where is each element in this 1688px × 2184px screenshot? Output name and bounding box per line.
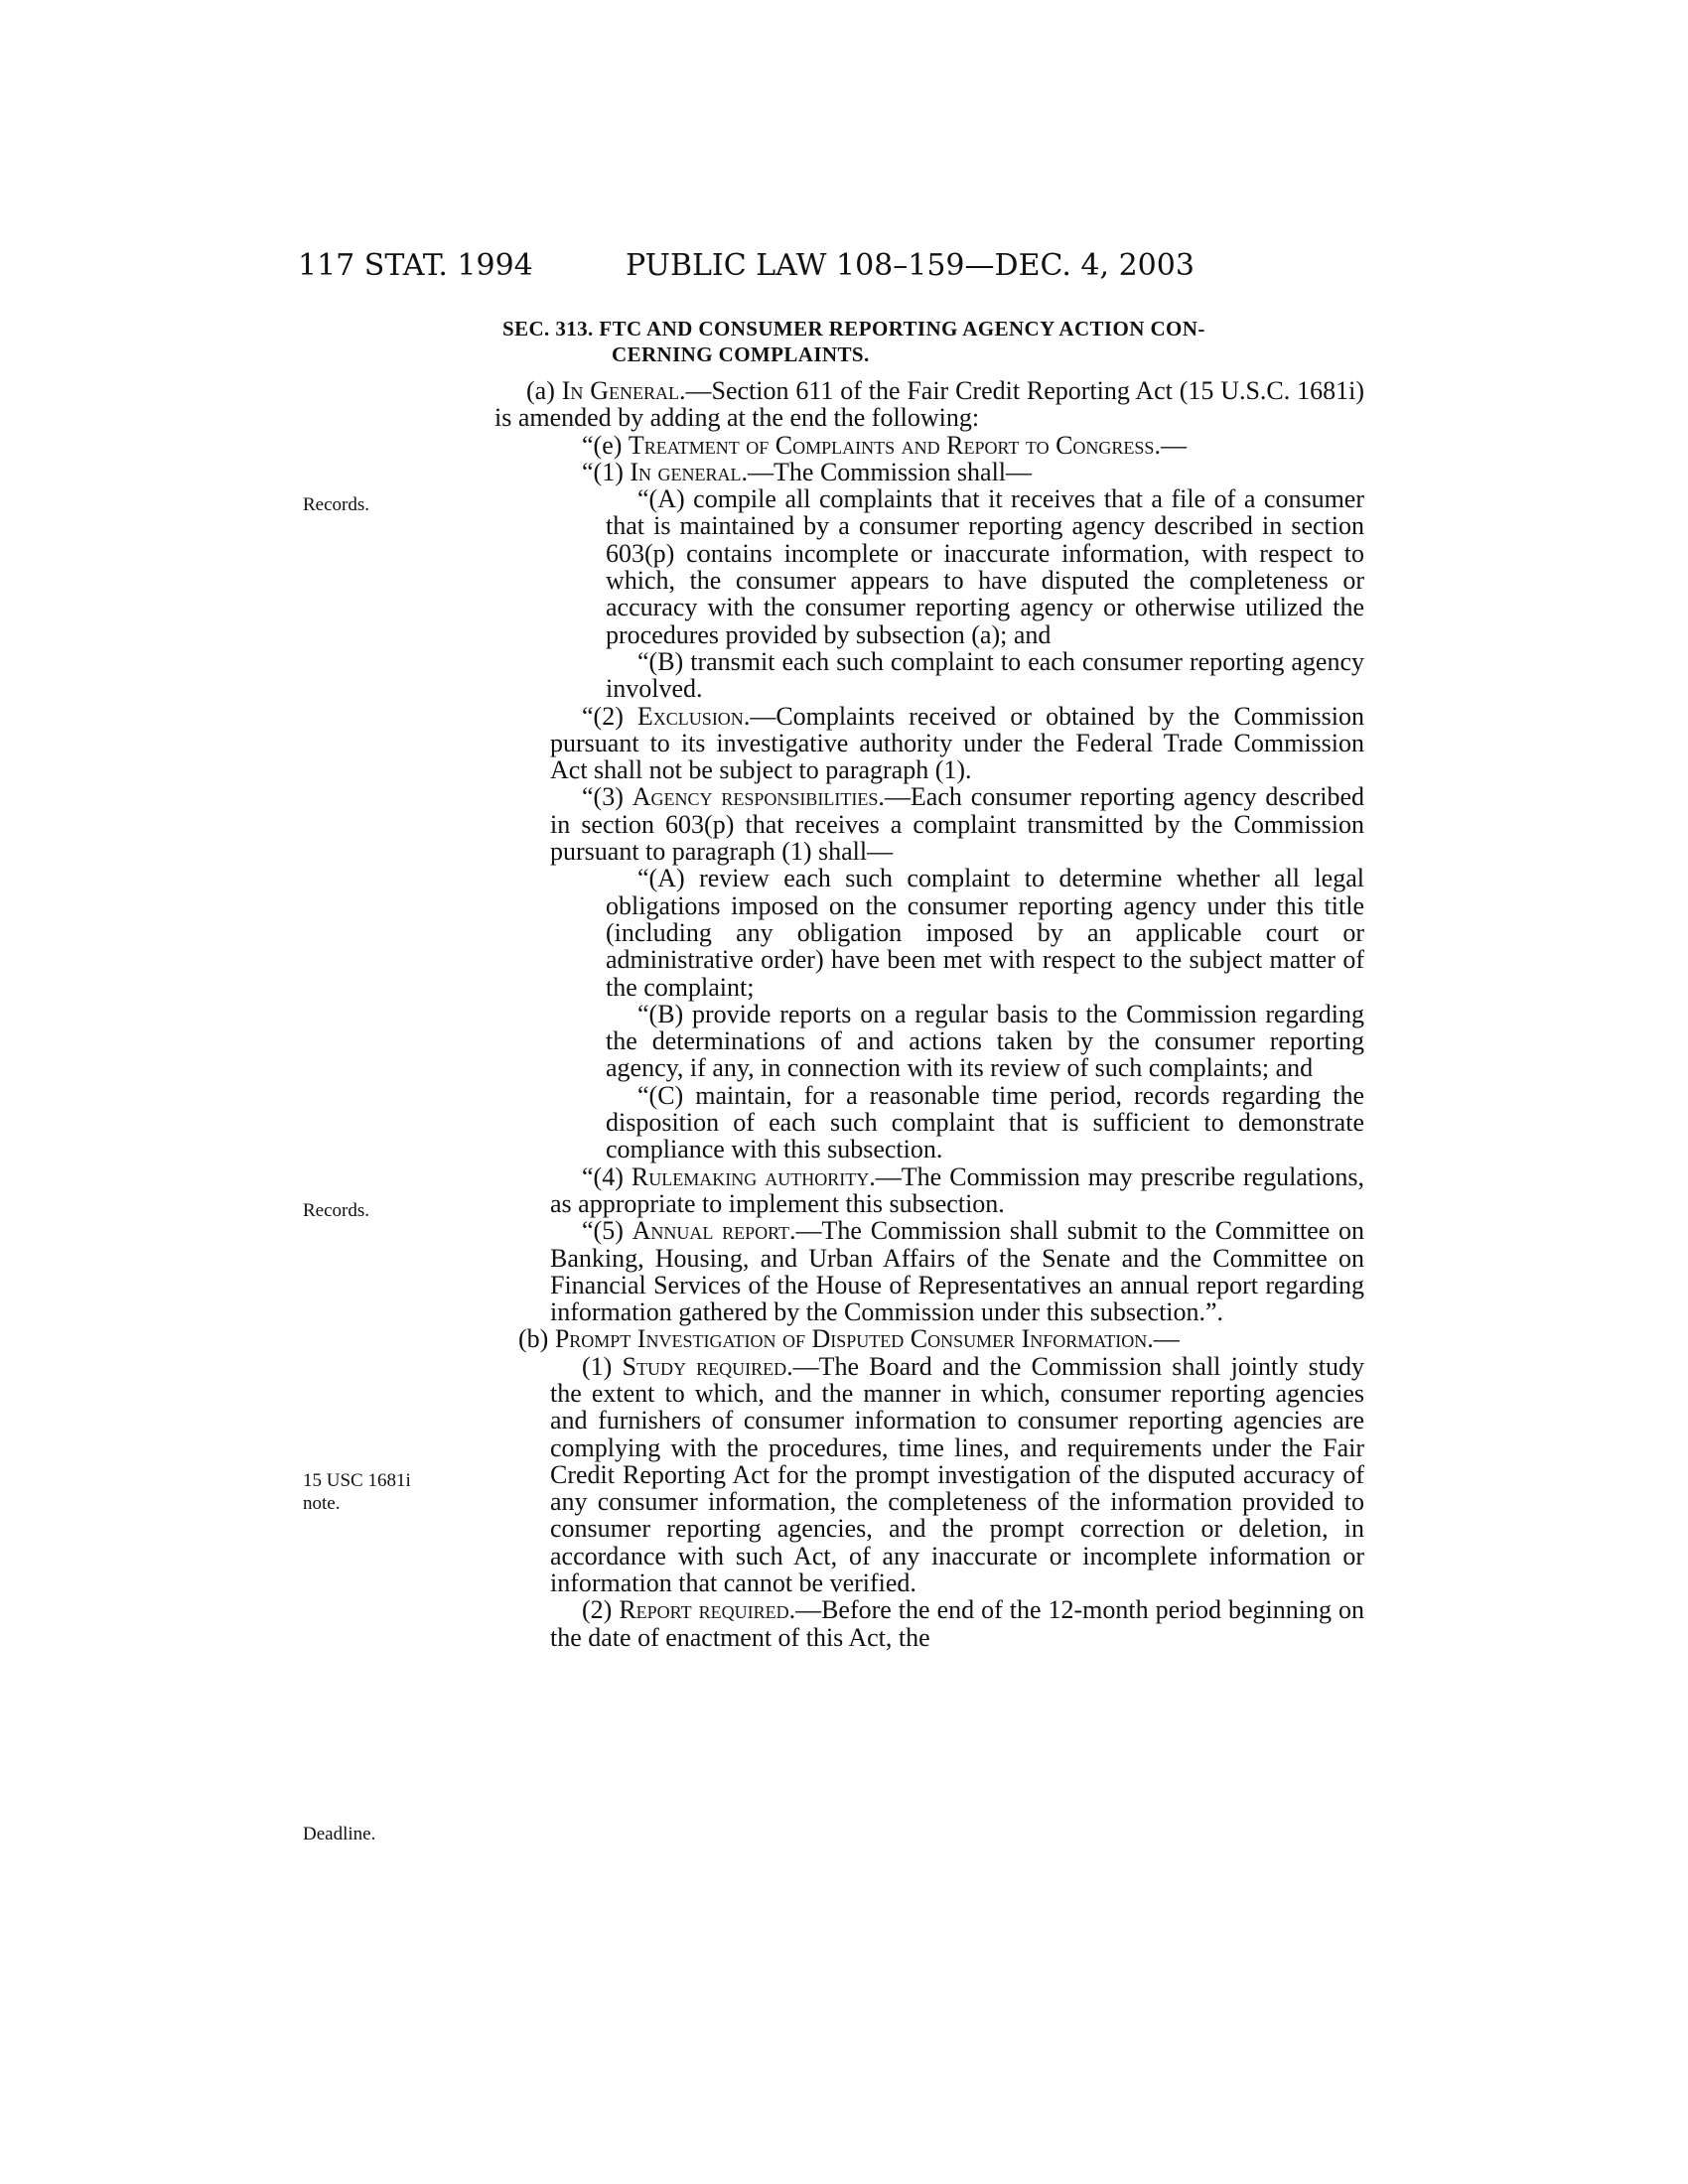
public-law-title: PUBLIC LAW 108–159—DEC. 4, 2003: [626, 248, 1195, 283]
paragraph-e5-heading: Annual report: [632, 1216, 790, 1246]
paragraph-b1-heading: Study required: [622, 1351, 787, 1381]
paragraph-b1: (1) Study required.—The Board and the Commission shall jointly study the extent to which, and the manner in which, consumer reporting agencies and furnishers of consumer information to consumer reporting agencies are complying with the procedures, time lines, and requirements under the Fair Credit Reporting Act for the prompt investigation of the disputed accuracy of any consumer information, the completeness of the information provided to consumer reporting agencies, and the prompt correction or deletion, in accordance with such Act, of any inaccurate or incomplete information or information that cannot be verified.: [550, 1351, 1364, 1598]
paragraph-e-heading: Treatment of Complaints and Report to Congress: [628, 430, 1155, 460]
paragraph-e3-heading: Agency responsibilities: [632, 782, 879, 812]
paragraph-e1-heading: In general: [630, 457, 742, 486]
paragraph-e4: “(4) Rulemaking authority.—The Commission may prescribe regulations, as appropriate to implement this subsection.: [550, 1161, 1365, 1218]
paragraph-e5: “(5) Annual report.—The Commission shall submit to the Committee on Banking, Housing, and Urban Affairs of the Senate and the Committee on Financial Services of the House of Representatives an annual report regarding information gathered by the Commission under this subsection.”.: [550, 1216, 1364, 1327]
paragraph-e1-B: “(B) transmit each such complaint to each consumer reporting agency involved.: [606, 646, 1364, 704]
paragraph-b2-heading: Report required: [619, 1595, 789, 1625]
section-body: [494, 377, 1364, 1651]
paragraph-e2-heading: Exclusion: [636, 701, 744, 731]
paragraph-e3: “(3) Agency responsibilities.—Each consumer reporting agency described in section 603(p) that receives a complaint transmitted by the Commission pursuant to paragraph (1) shall—: [550, 782, 1364, 867]
paragraph-b-heading: Prompt Investigation of Disputed Consumer Information: [554, 1324, 1148, 1354]
paragraph-e3-C: “(C) maintain, for a reasonable time period, records regarding the disposition of each such complaint that is sufficient to demonstrate compliance with this subsection.: [606, 1080, 1364, 1164]
paragraph-e: “(e) Treatment of Complaints and Report to Congress.—: [582, 430, 1187, 460]
section-heading-line-1: SEC. 313. FTC AND CONSUMER REPORTING AGENCY ACTION CON-: [502, 317, 1205, 341]
paragraph-e3-B: “(B) provide reports on a regular basis to the Commission regarding the determinations of and actions taken by the consumer reporting agency, if any, in connection with its review of such complaints; and: [606, 999, 1364, 1083]
paragraph-e4-heading: Rulemaking authority: [631, 1161, 870, 1191]
paragraph-e2: “(2) Exclusion.—Complaints received or obtained by the Commission pursuant to its investigative authority under the Federal Trade Commission Act shall not be subject to paragraph (1).: [550, 701, 1365, 785]
statute-page-number: 117 STAT. 1994: [298, 248, 533, 283]
section-heading: [502, 316, 1362, 367]
paragraph-e1-A: “(A) compile all complaints that it receives that a file of a consumer that is maintained by a consumer reporting agency described in section 603(p) contains incomplete or inaccurate information, with respect to which, the consumer appears to have disputed the completeness or accuracy with the consumer reporting agency or otherwise utilized the procedures provided by subsection (a); and: [606, 484, 1364, 649]
paragraph-e3-A: “(A) review each such complaint to determine whether all legal obligations imposed on the consumer reporting agency under this title (including any obligation imposed by an applicable court or administrative order) have been met with respect to the subject matter of the complaint;: [606, 864, 1364, 1002]
margin-note-records-1: Records.: [303, 494, 370, 515]
paragraph-e1: “(1) In general.—The Commission shall—: [582, 457, 1033, 486]
margin-note-usc-line-1: 15 USC 1681i: [303, 1470, 411, 1491]
margin-note-usc-line-2: note.: [303, 1493, 341, 1514]
margin-note-usc: [303, 1469, 411, 1515]
margin-note-deadline: Deadline.: [303, 1824, 376, 1844]
section-heading-line-2: CERNING COMPLAINTS.: [612, 342, 870, 366]
margin-note-records-2: Records.: [303, 1200, 370, 1221]
paragraph-a: (a) In General.—Section 611 of the Fair Credit Reporting Act (15 U.S.C. 1681i) is amended by adding at the end the following:: [494, 376, 1365, 433]
paragraph-b: (b) Prompt Investigation of Disputed Consumer Information.—: [518, 1324, 1180, 1354]
paragraph-b2: (2) Report required.—Before the end of the 12-month period beginning on the date of enactment of this Act, the: [550, 1595, 1364, 1652]
paragraph-a-heading: In General: [561, 376, 679, 405]
